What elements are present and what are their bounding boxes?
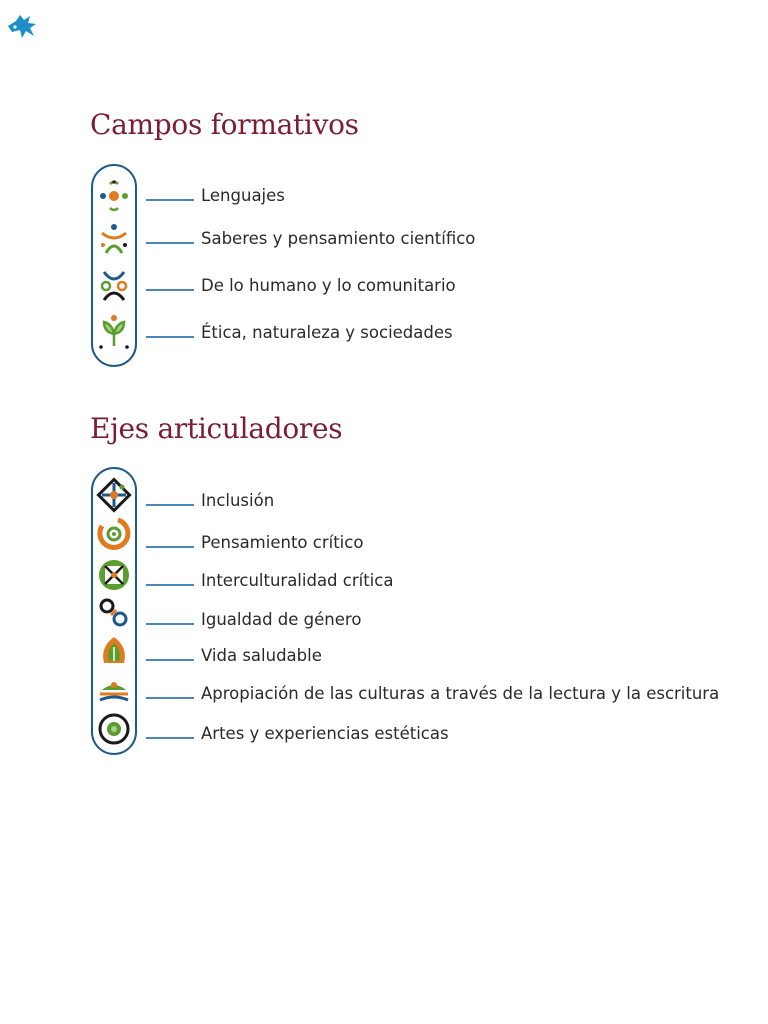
ejes-heading: Ejes articuladores — [90, 412, 343, 445]
eje-label-inclusion: Inclusión — [201, 491, 275, 510]
connector-line — [146, 289, 194, 291]
connector-line — [146, 336, 194, 338]
connector-line — [146, 546, 194, 548]
connector-line — [146, 737, 194, 739]
lenguajes-icon — [96, 178, 132, 214]
connector-line — [146, 659, 194, 661]
campo-label-etica: Ética, naturaleza y sociedades — [201, 323, 453, 342]
lectura-escritura-icon — [96, 674, 132, 710]
saberes-icon — [96, 221, 132, 257]
inclusion-icon — [96, 477, 132, 513]
connector-line — [146, 242, 194, 244]
humano-comunitario-icon — [96, 268, 132, 304]
etica-naturaleza-icon — [96, 314, 132, 350]
campo-label-humano: De lo humano y lo comunitario — [201, 276, 456, 295]
eje-label-interculturalidad: Interculturalidad crítica — [201, 571, 394, 590]
connector-line — [146, 584, 194, 586]
eje-label-artes: Artes y experiencias estéticas — [201, 724, 449, 743]
campos-heading: Campos formativos — [90, 108, 359, 141]
eje-label-igualdad-genero: Igualdad de género — [201, 610, 362, 629]
vida-saludable-icon — [96, 633, 132, 669]
eagle-logo-icon — [6, 12, 40, 40]
eje-label-pensamiento-critico: Pensamiento crítico — [201, 533, 364, 552]
connector-line — [146, 504, 194, 506]
connector-line — [146, 697, 194, 699]
connector-line — [146, 199, 194, 201]
igualdad-genero-icon — [96, 595, 132, 631]
eje-label-lectura-escritura: Apropiación de las culturas a través de la lectura y la escritura — [201, 684, 720, 703]
artes-icon — [96, 711, 132, 747]
campo-label-saberes: Saberes y pensamiento científico — [201, 229, 476, 248]
eje-label-vida-saludable: Vida saludable — [201, 646, 322, 665]
connector-line — [146, 623, 194, 625]
pensamiento-critico-icon — [96, 516, 132, 552]
campo-label-lenguajes: Lenguajes — [201, 186, 285, 205]
interculturalidad-icon — [96, 557, 132, 593]
